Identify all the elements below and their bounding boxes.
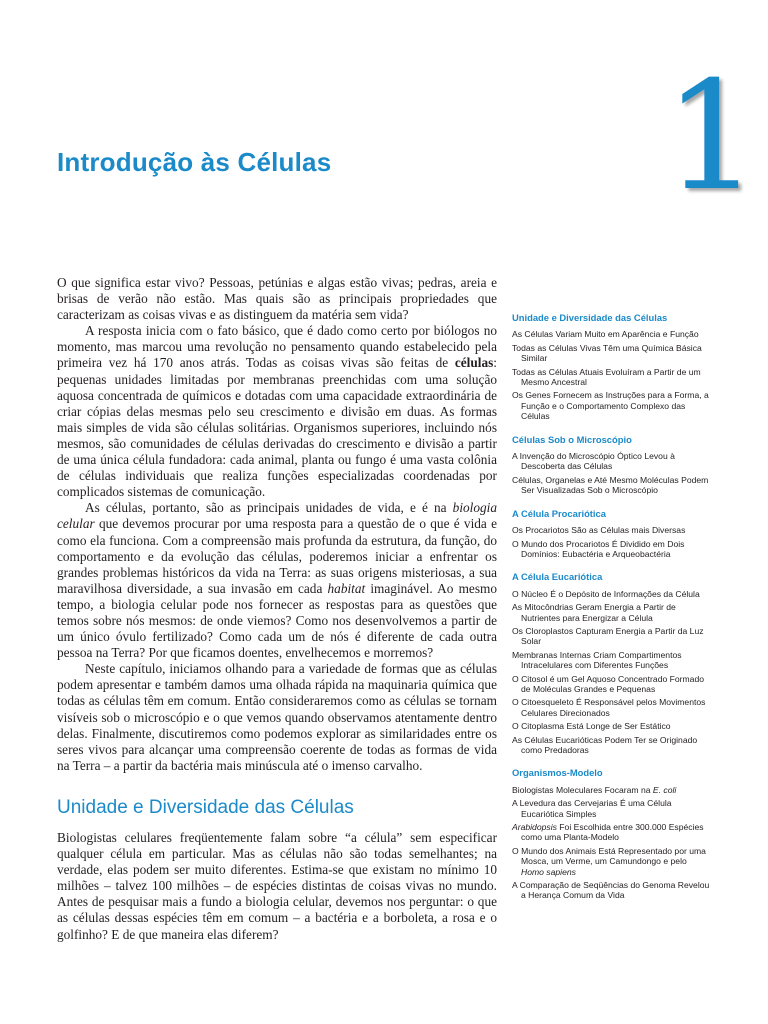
section-heading: Unidade e Diversidade das Células bbox=[57, 796, 354, 818]
chapter-title: Introdução às Células bbox=[57, 147, 332, 177]
sidebar-heading: A Célula Eucariótica bbox=[512, 571, 603, 583]
section-paragraph: Biologistas celulares freqüentemente falam sobre “a célula” sem especificar qualquer célula em particular. Mas as células não são todas semelhantes; na verdade, elas podem ser muito diferentes. Estima-se que existam no mínimo 10 milhões – talvez 100 milhões – de espécies distintas de coisas vivas no mundo. Antes de pesquisar mais a fundo a biologia celular, devemos nos perguntar: o que as células dessas espécies têm em comum – a bactéria e a borboleta, a rosa e o golfinho? E de que maneira elas diferem? bbox=[57, 830, 497, 942]
sidebar-item: O Núcleo É o Depósito de Informações da Célula bbox=[512, 588, 700, 599]
sidebar-item: Todas as Células Vivas Têm uma Química Básica Similar bbox=[512, 342, 702, 364]
sidebar-item: Todas as Células Atuais Evoluíram a Partir de um Mesmo Ancestral bbox=[512, 366, 701, 388]
main-text bbox=[57, 275, 497, 943]
sidebar-section bbox=[512, 768, 712, 900]
sidebar-section bbox=[512, 509, 712, 560]
sidebar-item: O Citosol é um Gel Aquoso Concentrado Formado de Moléculas Grandes e Pequenas bbox=[512, 673, 705, 694]
sidebar-item: Arabidopsis Foi Escolhida entre 300.000 Espécies como uma Planta-Modelo bbox=[512, 822, 704, 843]
sidebar-item: Células, Organelas e Até Mesmo Moléculas Podem Ser Visualizadas Sob o Microscópio bbox=[512, 474, 709, 496]
sidebar-item: As Células Variam Muito em Aparência e Função bbox=[512, 329, 699, 340]
sidebar-item: O Mundo dos Animais Está Representado por uma Mosca, um Verme, um Camundongo e pelo Homo sapiens bbox=[512, 845, 706, 877]
intro-paragraph-2: A resposta inicia com o fato básico, que é dado como certo por biólogos no momento, mas marcou uma revolução no pensamento quando estabelecido pela primeira vez há 170 anos atrás. Todas as coisas vivas são feitas de células: pequenas unidades limitadas por membranas preenchidas com uma solução aquosa concentrada de químicos e dotadas com uma capacidade extraordinária de criar cópias delas mesmas pelo seu crescimento e divisão em duas. As formas mais simples de vida são células solitárias. Organismos superiores, incluindo nós mesmos, são comunidades de células derivadas do crescimento e divisão a partir de uma única célula fundadora: cada animal, planta ou fungo é uma vasta colônia de células individuais que realiza funções especializadas coordenadas por complicados sistemas de comunicação. bbox=[57, 323, 497, 500]
sidebar-item: Biologistas Moleculares Focaram na E. coli bbox=[512, 784, 677, 795]
sidebar-item: O Citoplasma Está Longe de Ser Estático bbox=[512, 721, 671, 732]
sidebar-item: Os Cloroplastos Capturam Energia a Partir da Luz Solar bbox=[512, 625, 704, 647]
term-celulas: células bbox=[454, 355, 494, 371]
intro-paragraph-1: O que significa estar vivo? Pessoas, petúnias e algas estão vivas; pedras, areia e brisas de verão não estão. Mas quais são as principais propriedades que caracterizam as coisas vivas e as distinguem da matéria sem vida? bbox=[57, 275, 497, 323]
sidebar-heading: Organismos-Modelo bbox=[512, 767, 603, 779]
sidebar-item: O Citoesqueleto É Responsável pelos Movimentos Celulares Direcionados bbox=[512, 697, 706, 718]
sidebar-section bbox=[512, 572, 712, 755]
sidebar-heading: Células Sob o Microscópio bbox=[512, 433, 632, 445]
sidebar-section bbox=[512, 313, 712, 422]
sidebar-item: Os Genes Fornecem as Instruções para a Forma, a Função e o Comportamento Complexo das Células bbox=[512, 390, 709, 422]
sidebar-item: O Mundo dos Procariotos É Dividido em Dois Domínios: Eubactéria e Arqueobactéria bbox=[512, 538, 685, 559]
term-biologia-celular: biologia celular bbox=[57, 500, 497, 532]
intro-paragraph-3: As células, portanto, são as principais unidades de vida, e é na biologia celular que devemos procurar por uma resposta para a questão de o que é vida e como ela funciona. Com a compreensão mais profunda da estrutura, da função, do comportamento e da evolução das células, poderemos iniciar a enfrentar os grandes problemas históricos da vida na Terra: as suas origens misteriosas, a sua maravilhosa diversidade, a sua invasão em cada habitat imaginável. Ao mesmo tempo, a biologia celular pode nos fornecer as respostas para as questões que temos sobre nós mesmos: de onde viemos? Como nos desenvolvemos a partir de um único óvulo fertilizado? Como cada um de nós é diferente de cada outra pessoa na Terra? Por que ficamos doentes, envelhecemos e morremos? bbox=[57, 500, 497, 661]
term-habitat: habitat bbox=[327, 580, 366, 596]
intro-paragraph-4: Neste capítulo, iniciamos olhando para a variedade de formas que as células podem apresentar e também damos uma olhada rápida na maquinaria química que todas as células têm em comum. Então consideraremos como as células se tornam visíveis sob o microscópio e o que vemos quando observamos atentamente dentro delas. Finalmente, discutiremos como podemos explorar as similaridades entre os seres vivos para alcançar uma compreensão coerente de todas as formas de vida na Terra – a partir da bactéria mais minúscula até o imenso carvalho. bbox=[57, 661, 497, 773]
sidebar-item: A Comparação de Seqüências do Genoma Revelou a Herança Comum da Vida bbox=[512, 880, 710, 901]
sidebar-item: As Células Eucarióticas Podem Ter se Originado como Predadoras bbox=[512, 734, 698, 755]
chapter-contents-sidebar bbox=[512, 313, 712, 914]
sidebar-heading: Unidade e Diversidade das Células bbox=[512, 312, 668, 323]
sidebar-item: Membranas Internas Criam Compartimentos Intracelulares com Diferentes Funções bbox=[512, 649, 682, 671]
chapter-number: 1 bbox=[664, 50, 760, 224]
sidebar-item: Os Procariotos São as Células mais Diversas bbox=[512, 525, 686, 536]
sidebar-section bbox=[512, 435, 712, 496]
sidebar-heading: A Célula Procariótica bbox=[512, 507, 606, 519]
sidebar-item: A Invenção do Microscópio Óptico Levou à Descoberta das Células bbox=[512, 451, 675, 472]
sidebar-item: As Mitocôndrias Geram Energia a Partir de Nutrientes para Energizar a Célula bbox=[512, 602, 676, 623]
sidebar-item: A Levedura das Cervejarias É uma Célula Eucariótica Simples bbox=[512, 798, 672, 819]
